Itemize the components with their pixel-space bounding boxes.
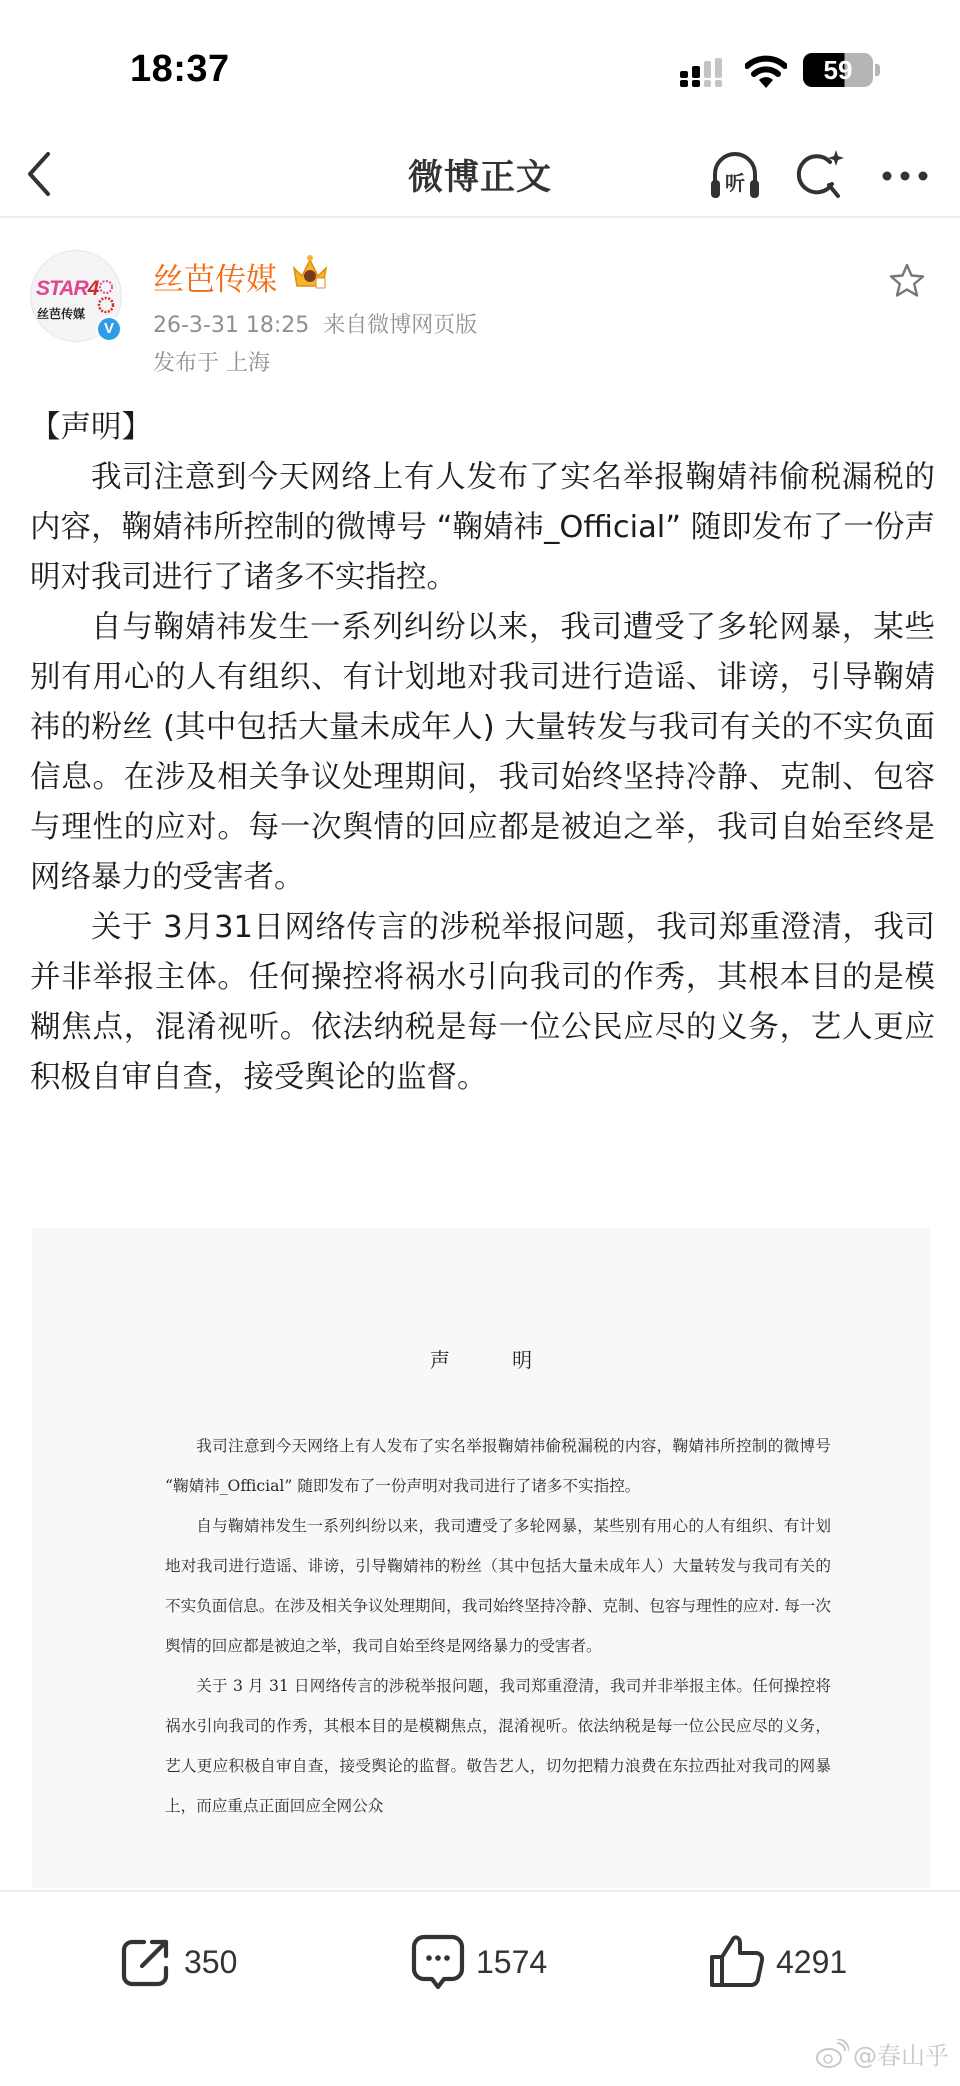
star-outline-icon[interactable] — [888, 262, 926, 300]
like-count: 4291 — [776, 1943, 848, 1980]
wifi-icon — [745, 54, 787, 88]
action-bar — [0, 1890, 960, 2016]
author-name[interactable]: 丝芭传媒 — [153, 262, 277, 298]
statement-image-paragraph: 自与鞠婧祎发生一系列纠纷以来，我司遭受了多轮网暴，某些别有用心的人有组织、有计划地对我司进行造谣、诽谤，引导鞠婧祎的粉丝（其中包括大量未成年人）大量转发与我司有关的不实负面信息。在涉及相关争议处理期间，我司始终坚持冷静、克制、包容与理性的应对. 每一次舆情的回应都是被迫之举，我司自始至终是网络暴力的受害者。 — [165, 1517, 831, 1655]
post-meta — [153, 308, 491, 339]
post-title: 【声明】 — [30, 410, 152, 445]
avatar-logo-text: STAR4 — [36, 277, 99, 300]
watermark-text: @春山乎 — [853, 2042, 949, 2070]
top-nav-bar — [0, 130, 960, 218]
post-paragraph: 关于 3月31日网络传言的涉税举报问题，我司郑重澄清，我司并非举报主体。任何操控将祸水引向我司的作秀，其根本目的是模糊焦点，混淆视听。依法纳税是每一位公民应尽的义务，艺人更应积极自审自查，接受舆论的监督。 — [30, 910, 935, 1095]
chevron-left-icon[interactable] — [18, 148, 62, 200]
comment-button[interactable] — [410, 1932, 547, 1992]
weibo-logo-icon — [815, 2039, 849, 2069]
post-header — [0, 250, 960, 380]
status-time: 18:37 — [130, 48, 230, 90]
status-bar — [0, 0, 960, 130]
battery-nub — [875, 64, 880, 76]
post-source: 来自微博网页版 — [323, 313, 478, 338]
avatar-cn-text: 丝芭传媒 — [37, 307, 86, 321]
statement-image[interactable] — [32, 1228, 930, 1888]
svg-text:听: 听 — [725, 171, 745, 195]
more-icon[interactable] — [875, 150, 935, 200]
ai-search-icon[interactable] — [792, 146, 846, 202]
listen-headphones-icon[interactable] — [705, 144, 765, 204]
statement-image-text — [165, 1426, 831, 1826]
page-title: 微博正文 — [407, 158, 552, 198]
repost-icon — [118, 1934, 174, 1990]
post-body — [30, 403, 935, 1103]
signal-icon — [680, 58, 730, 88]
statement-image-paragraph: 关于 3 月 31 日网络传言的涉税举报问题，我司郑重澄清，我司并非举报主体。任何操控将祸水引向我司的作秀，其根本目的是模糊焦点，混淆视听。依法纳税是每一位公民应尽的义务，艺人更应积极自审自查，接受舆论的监督。敬告艺人，切勿把精力浪费在东拉西扯对我司的网暴上，而应重点正面回应全网公众 — [165, 1677, 831, 1815]
statement-image-paragraph: 我司注意到今天网络上有人发布了实名举报鞠婧祎偷税漏税的内容，鞠婧祎所控制的微博号 “鞠婧祎_Official” 随即发布了一份声明对我司进行了诸多不实指控。 — [165, 1437, 831, 1495]
repost-count: 350 — [184, 1943, 238, 1980]
statement-image-title: 声 明 — [429, 1348, 561, 1372]
crown-badge-icon[interactable] — [290, 254, 330, 292]
post-timestamp: 26-3-31 18:25 — [153, 313, 310, 338]
post-location: 发布于 上海 — [153, 351, 270, 376]
comment-icon — [410, 1933, 466, 1991]
flower-logo-icon — [97, 279, 115, 315]
repost-button[interactable] — [118, 1932, 237, 1992]
verified-badge: V — [96, 316, 122, 342]
battery-percent: 59 — [823, 55, 853, 85]
comment-count: 1574 — [476, 1943, 548, 1980]
battery-icon — [803, 53, 873, 87]
post-paragraph: 自与鞠婧祎发生一系列纠纷以来，我司遭受了多轮网暴，某些别有用心的人有组织、有计划地对我司进行造谣、诽谤，引导鞠婧祎的粉丝 (其中包括大量未成年人) 大量转发与我司有关的不实负面信息。在涉及相关争议处理期间，我司始终坚持冷静、克制、包容与理性的应对。每一次舆情的回应都是被迫之举，我司自始至终是网络暴力的受害者。 — [30, 610, 935, 895]
thumbs-up-icon — [708, 1933, 766, 1991]
post-paragraph: 我司注意到今天网络上有人发布了实名举报鞠婧祎偷税漏税的内容，鞠婧祎所控制的微博号 “鞠婧祎_Official” 随即发布了一份声明对我司进行了诸多不实指控。 — [30, 460, 935, 595]
like-button[interactable] — [708, 1932, 847, 1992]
watermark — [815, 2036, 949, 2071]
